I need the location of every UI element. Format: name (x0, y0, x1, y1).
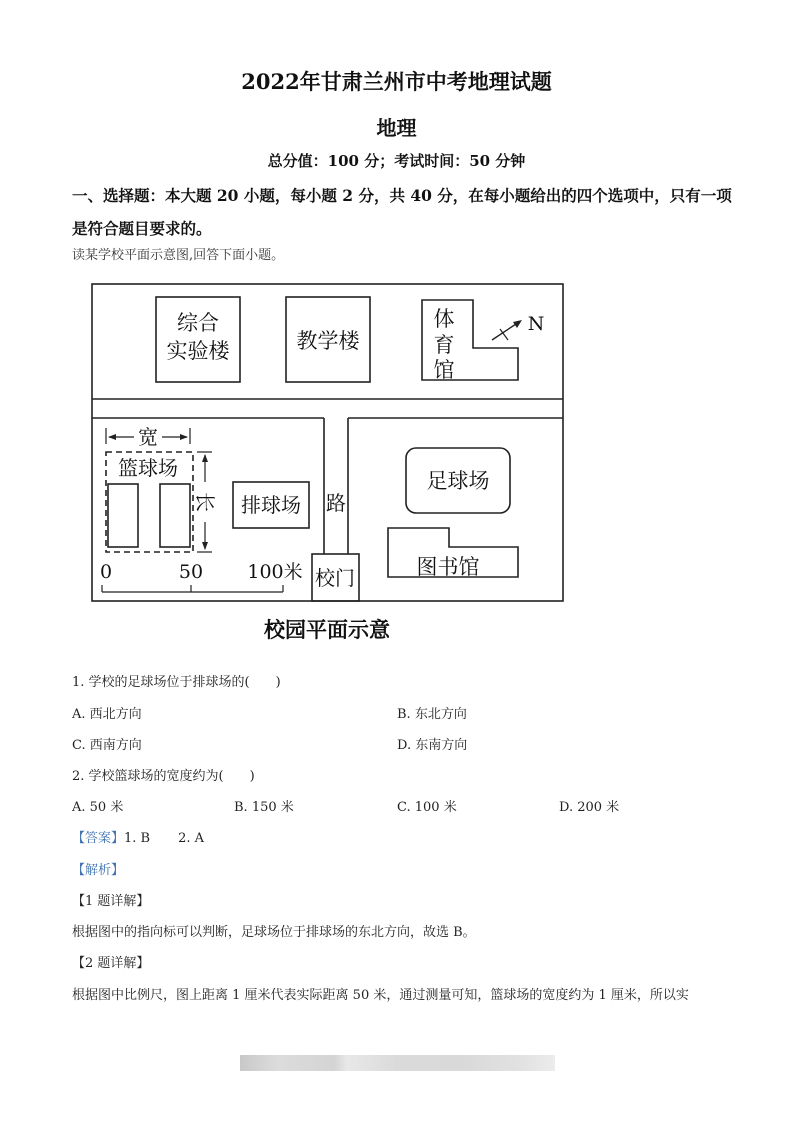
map-caption: 校园平面示意 (264, 617, 390, 642)
road-label-2: 路 (326, 491, 346, 515)
scale-bar (100, 561, 303, 592)
basketball-label: 篮球场 (118, 456, 178, 480)
q2-detail-text: 根据图中比例尺，图上距离 1 厘米代表实际距离 50 米，通过测量可知，篮球场的宽度约为 1 厘米，所以实 (72, 988, 689, 1003)
campus-map (90, 282, 770, 656)
question-1-stem: 1. 学校的足球场位于排球场的( ) (72, 675, 281, 690)
section-heading: 一、选择题：本大题 20 小题，每小题 2 分，共 40 分，在每小题给出的四个选项中，只有一项是符合题目要求的。 (72, 186, 732, 238)
question-1-option-a[interactable]: A. 西北方向 (72, 707, 142, 722)
answer-row (72, 827, 204, 846)
question-2-option-d[interactable]: D. 200 米 (559, 800, 620, 815)
football-label: 足球场 (426, 469, 490, 493)
lab-label-1: 综合 (177, 311, 219, 335)
answer-2: 2. A (178, 831, 205, 846)
gym-label-2: 育 (433, 333, 455, 357)
subject-heading: 地理 (376, 116, 417, 140)
scale-tick-50: 50 (178, 561, 204, 583)
question-2-option-b[interactable]: B. 150 米 (234, 800, 294, 815)
question-1-option-d[interactable]: D. 东南方向 (397, 738, 468, 753)
analysis-tag: 【解析】 (72, 863, 125, 878)
answer-1: 1. B (124, 831, 151, 846)
library-label: 图书馆 (416, 555, 480, 579)
question-intro: 读某学校平面示意图,回答下面小题。 (72, 248, 285, 263)
gate-label: 校门 (315, 566, 355, 590)
question-2-stem: 2. 学校篮球场的宽度约为( ) (72, 769, 255, 784)
question-2-option-c[interactable]: C. 100 米 (397, 800, 457, 815)
page-title: 2022年甘肃兰州市中考地理试题 (241, 69, 552, 94)
length-label: 长 (193, 492, 217, 512)
blurred-footer (240, 1055, 555, 1071)
scale-tick-0: 0 (99, 561, 113, 583)
question-1-option-b[interactable]: B. 东北方向 (397, 707, 467, 722)
q1-detail-text: 根据图中的指向标可以判断，足球场位于排球场的东北方向，故选 B。 (72, 925, 476, 940)
exam-meta: 总分值：100 分；考试时间：50 分钟 (267, 152, 526, 170)
question-2-option-a[interactable]: A. 50 米 (72, 800, 124, 815)
lab-label-2: 实验楼 (166, 339, 230, 363)
answer-tag: 【答案】 (72, 831, 125, 846)
gym-label-3: 馆 (433, 358, 455, 382)
question-1-option-c[interactable]: C. 西南方向 (72, 738, 142, 753)
north-arrow-icon (492, 320, 522, 340)
volleyball-label: 排球场 (241, 493, 301, 517)
width-label: 宽 (138, 425, 158, 449)
q2-detail-heading: 【2 题详解】 (72, 956, 150, 971)
teaching-label: 教学楼 (296, 329, 360, 353)
gym-label-1: 体 (433, 307, 455, 331)
scale-tick-100: 100米 (247, 561, 303, 583)
q1-detail-heading: 【1 题详解】 (72, 894, 150, 909)
north-label: N (527, 313, 545, 335)
